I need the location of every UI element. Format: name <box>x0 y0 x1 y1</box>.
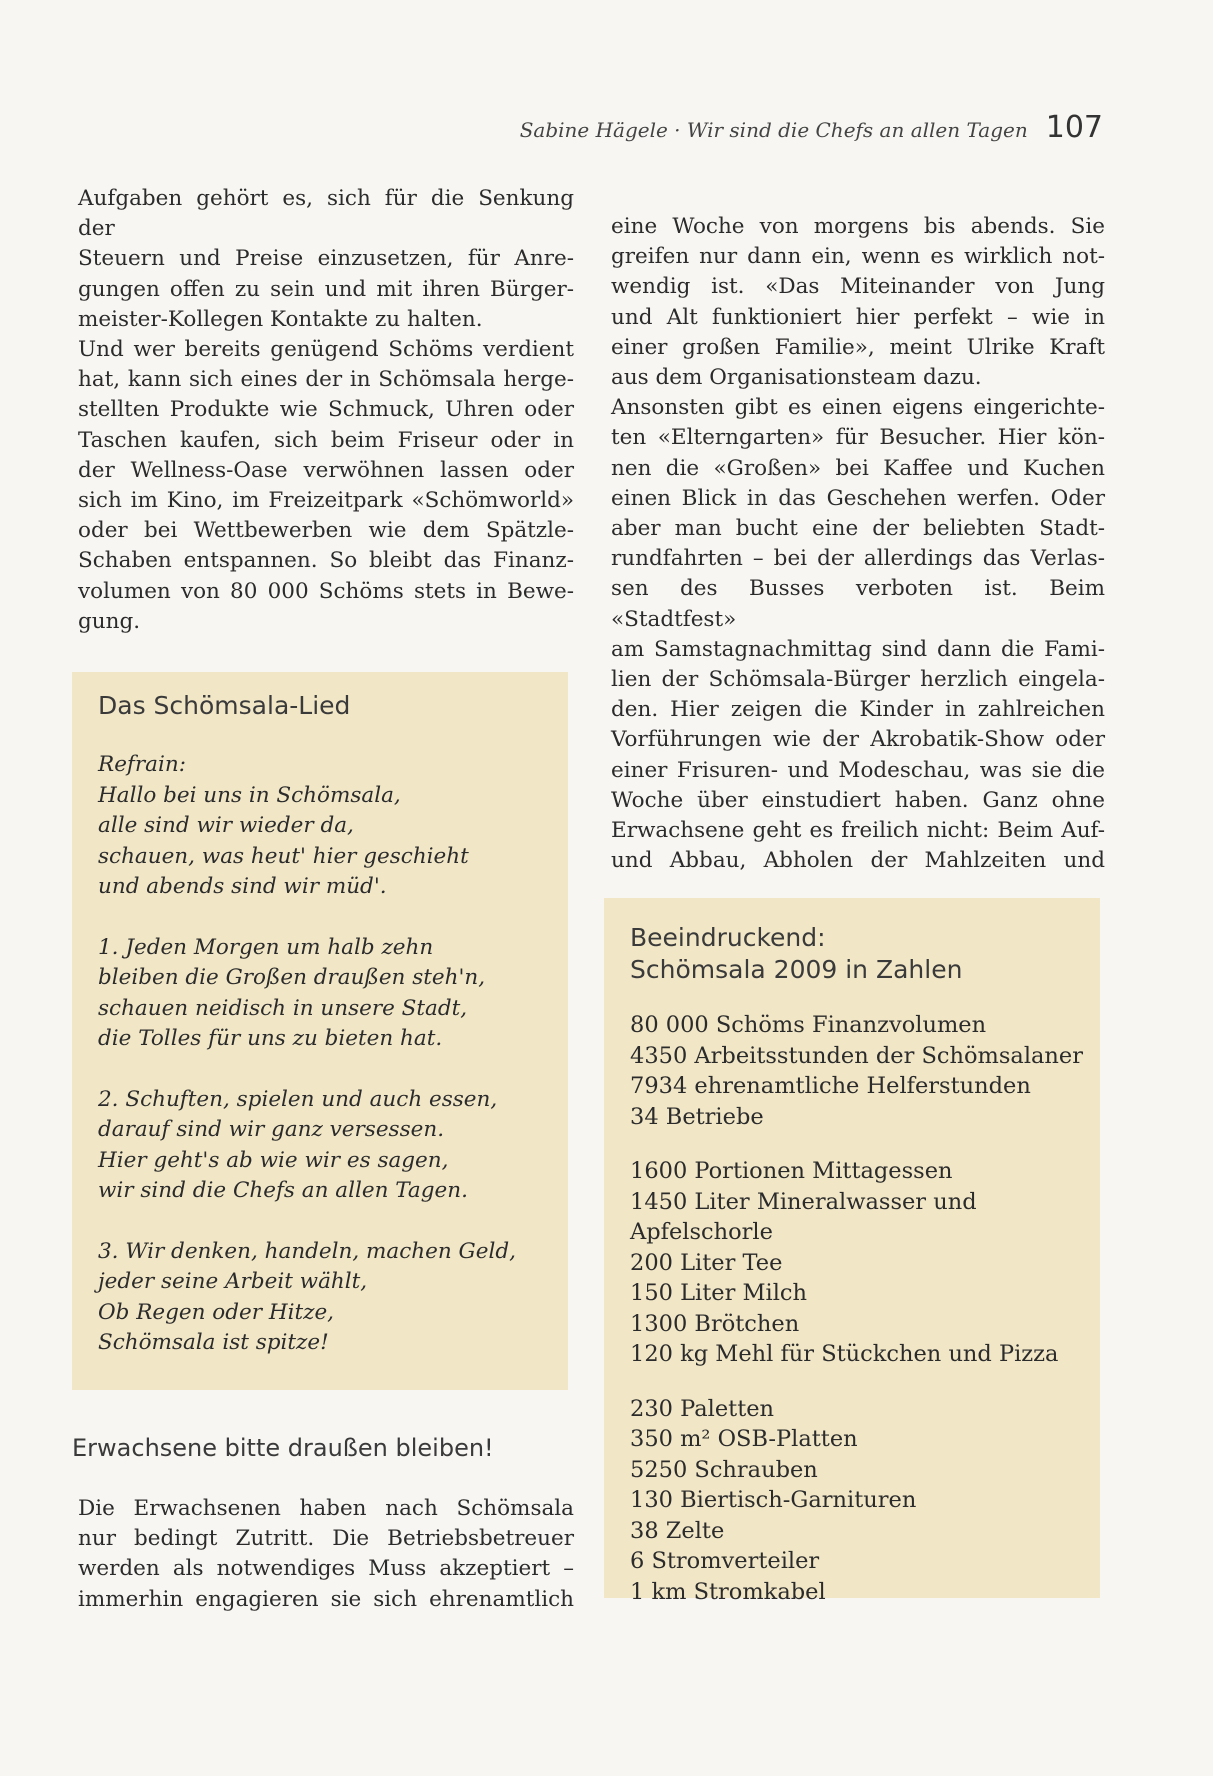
stat-line: 200 Liter Tee <box>630 1249 783 1276</box>
text-line: den. Hier zeigen die Kinder in zahlreichen <box>611 697 1105 723</box>
stat-line: 38 Zelte <box>630 1517 725 1544</box>
text-line: Vorführungen wie der Akrobatik-Show oder <box>611 727 1105 753</box>
stat-line: 230 Paletten <box>630 1395 775 1422</box>
text-line: hat, kann sich eines der in Schömsala herge- <box>78 367 574 393</box>
text-line: ten «Elterngarten» für Besucher. Hier kön- <box>611 425 1105 451</box>
text-line: lien der Schömsala-Bürger herzlich eingela- <box>611 667 1105 693</box>
song-line: Hallo bei uns in Schömsala, <box>98 782 401 808</box>
text-line: aber man bucht eine der beliebten Stadt- <box>611 516 1105 542</box>
song-line: und abends sind wir müd'. <box>98 874 387 899</box>
running-title: Sabine Hägele · Wir sind die Chefs an allen Tagen <box>519 118 1028 142</box>
text-line: gung. <box>78 608 141 634</box>
text-line: sen des Busses verboten ist. Beim «Stadtfest» <box>611 576 1105 632</box>
song-box <box>72 672 568 1390</box>
left-column-text <box>78 184 574 637</box>
stats-title-line: Beeindruckend: <box>630 923 826 952</box>
text-line: und Abbau, Abholen der Mahlzeiten und <box>611 848 1105 874</box>
song-line: schauen, was heut' hier geschieht <box>98 843 469 869</box>
stat-line: 130 Biertisch-Garnituren <box>630 1487 917 1513</box>
verse-2 <box>98 1085 542 1207</box>
stat-line: 7934 ehrenamtliche Helferstunden <box>630 1073 1031 1099</box>
stat-line: 1 km Stromkabel <box>630 1578 826 1605</box>
song-line: bleiben die Großen draußen steh'n, <box>98 965 486 990</box>
stat-line: 350 m² OSB-Platten <box>630 1426 858 1452</box>
page-header <box>520 110 1103 145</box>
text-line: Erwachsene geht es freilich nicht: Beim Auf- <box>611 818 1105 844</box>
text-line: oder bei Wettbewerben wie dem Spätzle- <box>78 518 574 544</box>
song-title: Das Schömsala-Lied <box>98 691 351 720</box>
stats-title-line: Schömsala 2009 in Zahlen <box>630 955 963 984</box>
text-line: nen die «Großen» bei Kaffee und Kuchen <box>611 455 1105 481</box>
stat-line: Apfelschorle <box>630 1219 773 1245</box>
text-line: Schaben entspannen. So bleibt das Finanz- <box>78 548 574 574</box>
song-line: 2. Schuften, spielen und auch essen, <box>98 1086 498 1112</box>
song-line: Schömsala ist spitze! <box>98 1330 329 1355</box>
text-line: nur bedingt Zutritt. Die Betriebsbetreuer <box>78 1526 574 1552</box>
text-line: immerhin engagieren sie sich ehrenamtlich <box>78 1586 574 1612</box>
verse-1 <box>98 933 542 1055</box>
song-line: schauen neidisch in unsere Stadt, <box>98 995 468 1021</box>
section-heading: Erwachsene bitte draußen bleiben! <box>72 1434 494 1462</box>
song-line: jeder seine Arbeit wählt, <box>98 1269 368 1294</box>
text-line: meister-Kollegen Kontakte zu halten. <box>78 306 483 332</box>
stats-title <box>630 922 1074 986</box>
song-line: darauf sind wir ganz versessen. <box>98 1117 445 1142</box>
stat-line: 1450 Liter Mineralwasser und <box>630 1188 977 1215</box>
stat-line: 120 kg Mehl für Stückchen und Pizza <box>630 1341 1059 1367</box>
verse-3 <box>98 1237 542 1359</box>
song-line: die Tolles für uns zu bieten hat. <box>98 1026 443 1051</box>
refrain <box>98 781 542 903</box>
text-line: gungen offen zu sein und mit ihren Bürger- <box>78 276 574 302</box>
stats-box <box>604 898 1100 1605</box>
song-line: alle sind wir wieder da, <box>98 813 354 838</box>
text-line: Aufgaben gehört es, sich für die Senkung der <box>78 186 574 242</box>
stat-line: 1300 Brötchen <box>630 1310 800 1337</box>
text-line: einen Blick in das Geschehen werfen. Oder <box>611 485 1105 511</box>
text-line: am Samstagnachmittag sind dann die Fami- <box>611 636 1105 662</box>
stat-line: 5250 Schrauben <box>630 1456 818 1483</box>
text-line: Steuern und Preise einzusetzen, für Anre- <box>78 246 574 272</box>
section-text <box>78 1494 574 1615</box>
stat-line: 1600 Portionen Mittagessen <box>630 1158 953 1184</box>
stat-line: 34 Betriebe <box>630 1103 764 1130</box>
song-line: Ob Regen oder Hitze, <box>98 1299 334 1325</box>
song-line: 1. Jeden Morgen um halb zehn <box>98 934 434 960</box>
song-line: wir sind die Chefs an allen Tagen. <box>98 1178 468 1203</box>
song-line: 3. Wir denken, handeln, machen Geld, <box>98 1238 516 1264</box>
stat-line: 80 000 Schöms Finanzvolumen <box>630 1012 987 1038</box>
text-line: Und wer bereits genügend Schöms verdient <box>78 337 574 363</box>
text-line: stellten Produkte wie Schmuck, Uhren oder <box>78 397 574 423</box>
text-line: werden als notwendiges Muss akzeptiert – <box>78 1556 574 1582</box>
text-line: rundfahrten – bei der allerdings das Verlas- <box>611 546 1105 572</box>
text-line: wendig ist. «Das Miteinander von Jung <box>611 274 1105 300</box>
text-line: volumen von 80 000 Schöms stets in Bewe- <box>78 578 574 604</box>
text-line: einer Frisuren- und Modeschau, was sie die <box>611 757 1105 783</box>
text-line: Ansonsten gibt es einen eigens eingerichte- <box>611 395 1105 421</box>
stat-line: 4350 Arbeitsstunden der Schömsalaner <box>630 1042 1083 1069</box>
text-line: eine Woche von morgens bis abends. Sie <box>611 214 1105 239</box>
text-line: greifen nur dann ein, wenn es wirklich not- <box>611 244 1105 270</box>
text-line: aus dem Organisationsteam dazu. <box>611 365 982 391</box>
right-column-text <box>611 212 1105 876</box>
stats-group-3 <box>630 1394 1074 1608</box>
text-line: Taschen kaufen, sich beim Friseur oder in <box>78 427 574 453</box>
stat-line: 6 Stromverteiler <box>630 1548 820 1574</box>
refrain-label: Refrain: <box>98 752 186 777</box>
page-number: 107 <box>1045 110 1103 145</box>
stats-group-2 <box>630 1156 1074 1370</box>
text-line: Woche über einstudiert haben. Ganz ohne <box>611 787 1105 813</box>
text-line: sich im Kino, im Freizeitpark «Schömworld» <box>78 488 574 514</box>
text-line: der Wellness-Oase verwöhnen lassen oder <box>78 457 574 483</box>
stat-line: 150 Liter Milch <box>630 1280 808 1306</box>
stats-group-1 <box>630 1010 1083 1132</box>
text-line: Die Erwachsenen haben nach Schömsala <box>78 1496 574 1521</box>
text-line: einer großen Familie», meint Ulrike Kraft <box>611 334 1105 360</box>
song-line: Hier geht's ab wie wir es sagen, <box>98 1147 449 1173</box>
text-line: und Alt funktioniert hier perfekt – wie in <box>611 304 1105 330</box>
